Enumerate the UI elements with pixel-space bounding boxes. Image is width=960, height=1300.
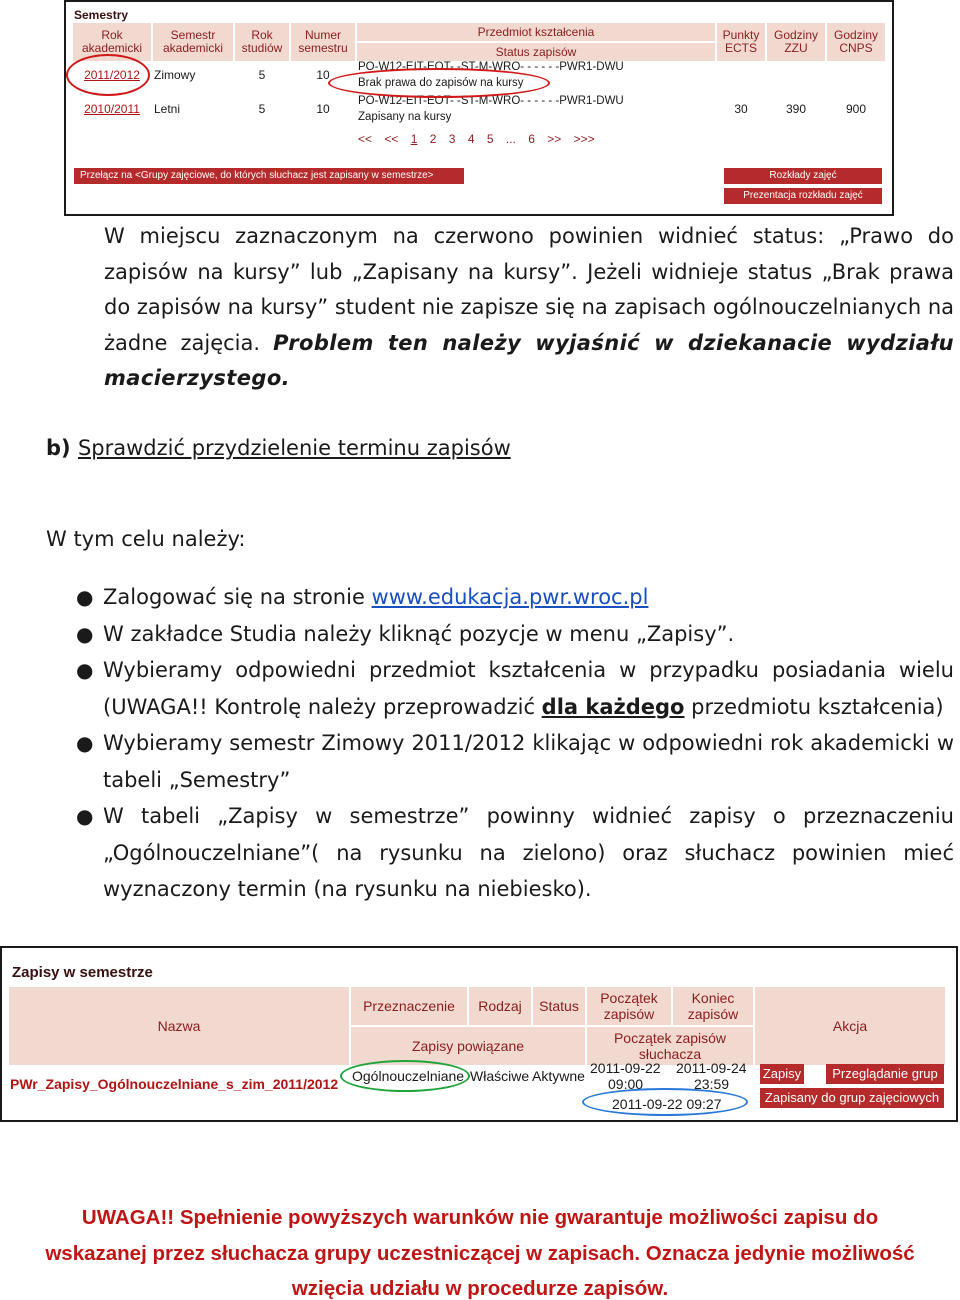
step-3-suffix: przedmiotu kształcenia) [684, 694, 944, 719]
termin-sluchacza: 2011-09-22 09:27 [612, 1096, 722, 1112]
header-numer-semestru: Numer semestru [290, 22, 356, 62]
cnps-cell: 900 [845, 102, 867, 116]
section-b-title: Sprawdzić przydzielenie terminu zapisów [77, 436, 511, 460]
poczatek-time: 09:00 [608, 1076, 644, 1092]
header-godziny-cnps: Godziny CNPS [826, 22, 886, 62]
step-3-text: Wybieramy odpowiedni przedmiot kształcenia w przypadku posiadania wielu (UWAGA!! Kontrolę należy przeprowadzić [103, 658, 954, 719]
header-koniec-zapisow: Koniec zapisów [672, 986, 754, 1026]
pager-page-2[interactable]: 2 [429, 132, 437, 146]
pager [358, 132, 714, 146]
przedmiot-cell: PO-W12-EIT-EOT- -ST-M-WRO- - - - - -PWR1-DWU [358, 95, 624, 107]
pager-page-6[interactable]: 6 [528, 132, 535, 146]
red-highlight-ellipse [328, 68, 550, 98]
dziekanat-note: Problem ten należy wyjaśnić w dziekanacie wydziału macierzystego. [104, 330, 954, 390]
header-poczatek-zapisow: Początek zapisów [586, 986, 672, 1026]
step-4-text: Wybieramy semestr Zimowy 2011/2012 klikając w odpowiedni rok akademicki w tabeli „Semestry” [103, 731, 954, 792]
pager-page-5[interactable]: 5 [486, 132, 494, 146]
semestr-cell: Letni [154, 102, 181, 116]
section-b-letter: b) [46, 436, 71, 460]
rok-studiow-cell: 5 [258, 68, 266, 82]
status-cell: Brak prawa do zapisów na kursy [358, 77, 524, 89]
przegladanie-grup-button[interactable]: Przeglądanie grup [826, 1064, 944, 1084]
intro-text: W tym celu należy: [46, 527, 246, 551]
header-przeznaczenie: Przeznaczenie [350, 986, 468, 1026]
pager-next[interactable]: >> [547, 132, 562, 146]
status-explanation-text: W miejscu zaznaczonym na czerwono powinien widnieć status: „Prawo do zapisów na kursy” lub „Zapisany na kursy”. Jeżeli widnieje status „Brak prawa do zapisów na kursy” student nie zapisze się na zapisach ogólnouczelnianych na żadne zajęcia. [104, 224, 954, 355]
zapisy-button[interactable]: Zapisy [760, 1064, 804, 1084]
step-1-text: Zalogować się na stronie [103, 585, 372, 609]
header-rok-akademicki: Rok akademicki [72, 22, 152, 62]
warning-note [10, 1200, 950, 1300]
header-akcja: Akcja [754, 986, 946, 1066]
status-explanation-paragraph [104, 219, 954, 397]
list-item [76, 798, 954, 908]
bullet-icon: ● [76, 621, 94, 646]
green-highlight-ellipse [340, 1060, 470, 1092]
steps-list [76, 579, 954, 908]
step-2-text: W zakładce Studia należy kliknąć pozycje w menu „Zapisy”. [103, 621, 735, 646]
status-cell: Aktywne [532, 1068, 585, 1084]
list-item [76, 725, 954, 798]
pager-page-1[interactable]: 1 [410, 132, 418, 146]
bullet-icon: ● [76, 804, 94, 828]
header-przedmiot-ksztalcenia: Przedmiot kształcenia [356, 22, 716, 42]
header-status: Status [532, 986, 586, 1026]
list-item [76, 616, 954, 653]
warning-line-2: wskazanej przez słuchacza grupy uczestniczącej w zapisach. Oznacza jedynie możliwość [45, 1241, 915, 1265]
header-zapisy-powiazane: Zapisy powiązane [350, 1026, 586, 1066]
header-punkty-ects: Punkty ECTS [716, 22, 766, 62]
prezentacja-rozkladu-button[interactable]: Prezentacja rozkładu zajęć [724, 188, 882, 204]
status-cell: Zapisany na kursy [358, 111, 452, 123]
ects-cell: 30 [734, 102, 748, 116]
pager-page-3[interactable]: 3 [448, 132, 456, 146]
semestry-screenshot [64, 0, 894, 216]
red-highlight-ellipse [66, 54, 150, 96]
przedmiot-cell: PO-W12-EIT-EOT- -ST-M-WRO- - - - - -PWR1-DWU [358, 61, 624, 73]
blue-highlight-ellipse [582, 1088, 748, 1116]
warning-line-1: UWAGA!! Spełnienie powyższych warunków nie gwarantuje możliwości zapisu do [81, 1206, 879, 1229]
header-status-zapisow: Status zapisów [356, 42, 716, 62]
bullet-icon: ● [76, 585, 94, 609]
numer-semestru-cell: 10 [316, 68, 330, 82]
pager-prev[interactable]: << [384, 132, 399, 146]
zzu-cell: 390 [785, 102, 807, 116]
switch-groups-button[interactable]: Przełącz na <Grupy zajęciowe, do których słuchacz jest zapisany w semestrze> [74, 168, 464, 184]
zapisy-panel-title: Zapisy w semestrze [12, 964, 153, 981]
header-rodzaj: Rodzaj [468, 986, 532, 1026]
pager-page-4[interactable]: 4 [467, 132, 475, 146]
header-semestr-akademicki: Semestr akademicki [152, 22, 234, 62]
rok-akademicki-link[interactable]: 2010/2011 [84, 102, 140, 116]
semestry-panel-title: Semestry [74, 8, 129, 22]
przeznaczenie-cell: Ogólnouczelniane [352, 1068, 465, 1084]
edukacja-link[interactable]: www.edukacja.pwr.wroc.pl [371, 585, 649, 609]
pager-last[interactable]: >>> [573, 132, 595, 146]
step-5-text: W tabeli „Zapisy w semestrze” powinny widnieć zapisy o przeznaczeniu „Ogólnouczelniane”( na rysunku na zielono) oraz słuchacz powinien mieć wyznaczony termin (na rysunku na niebiesko). [103, 804, 954, 901]
warning-line-3: wzięcia udziału w procedurze zapisów. [291, 1277, 669, 1300]
bullet-icon: ● [76, 731, 94, 755]
step-3-emphasis: dla każdego [541, 694, 685, 719]
list-item [76, 652, 954, 725]
rozklady-zajec-button[interactable]: Rozkłady zajęć [724, 168, 882, 184]
rodzaj-cell: Właściwe [470, 1068, 530, 1084]
rok-studiow-cell: 5 [258, 102, 266, 116]
koniec-date: 2011-09-24 [676, 1060, 747, 1076]
header-nazwa: Nazwa [8, 986, 350, 1066]
bullet-icon: ● [76, 658, 94, 682]
poczatek-date: 2011-09-22 [590, 1060, 661, 1076]
pager-first[interactable]: << [358, 132, 373, 146]
list-item [76, 579, 954, 616]
zapisy-screenshot [0, 946, 958, 1122]
header-rok-studiow: Rok studiów [234, 22, 290, 62]
zapisy-name-link[interactable]: PWr_Zapisy_Ogólnouczelniane_s_zim_2011/2012 [10, 1076, 339, 1092]
pager-ellipsis: ... [505, 132, 516, 146]
header-godziny-zzu: Godziny ZZU [766, 22, 826, 62]
header-poczatek-zapisow-sluchacza: Początek zapisów słuchacza [586, 1026, 754, 1066]
numer-semestru-cell: 10 [316, 102, 330, 116]
koniec-time: 23:59 [694, 1076, 730, 1092]
semestr-cell: Zimowy [154, 68, 196, 82]
section-b-heading [46, 436, 511, 460]
zapisany-do-grup-button[interactable]: Zapisany do grup zajęciowych [760, 1088, 944, 1108]
rok-akademicki-link[interactable]: 2011/2012 [84, 68, 140, 82]
